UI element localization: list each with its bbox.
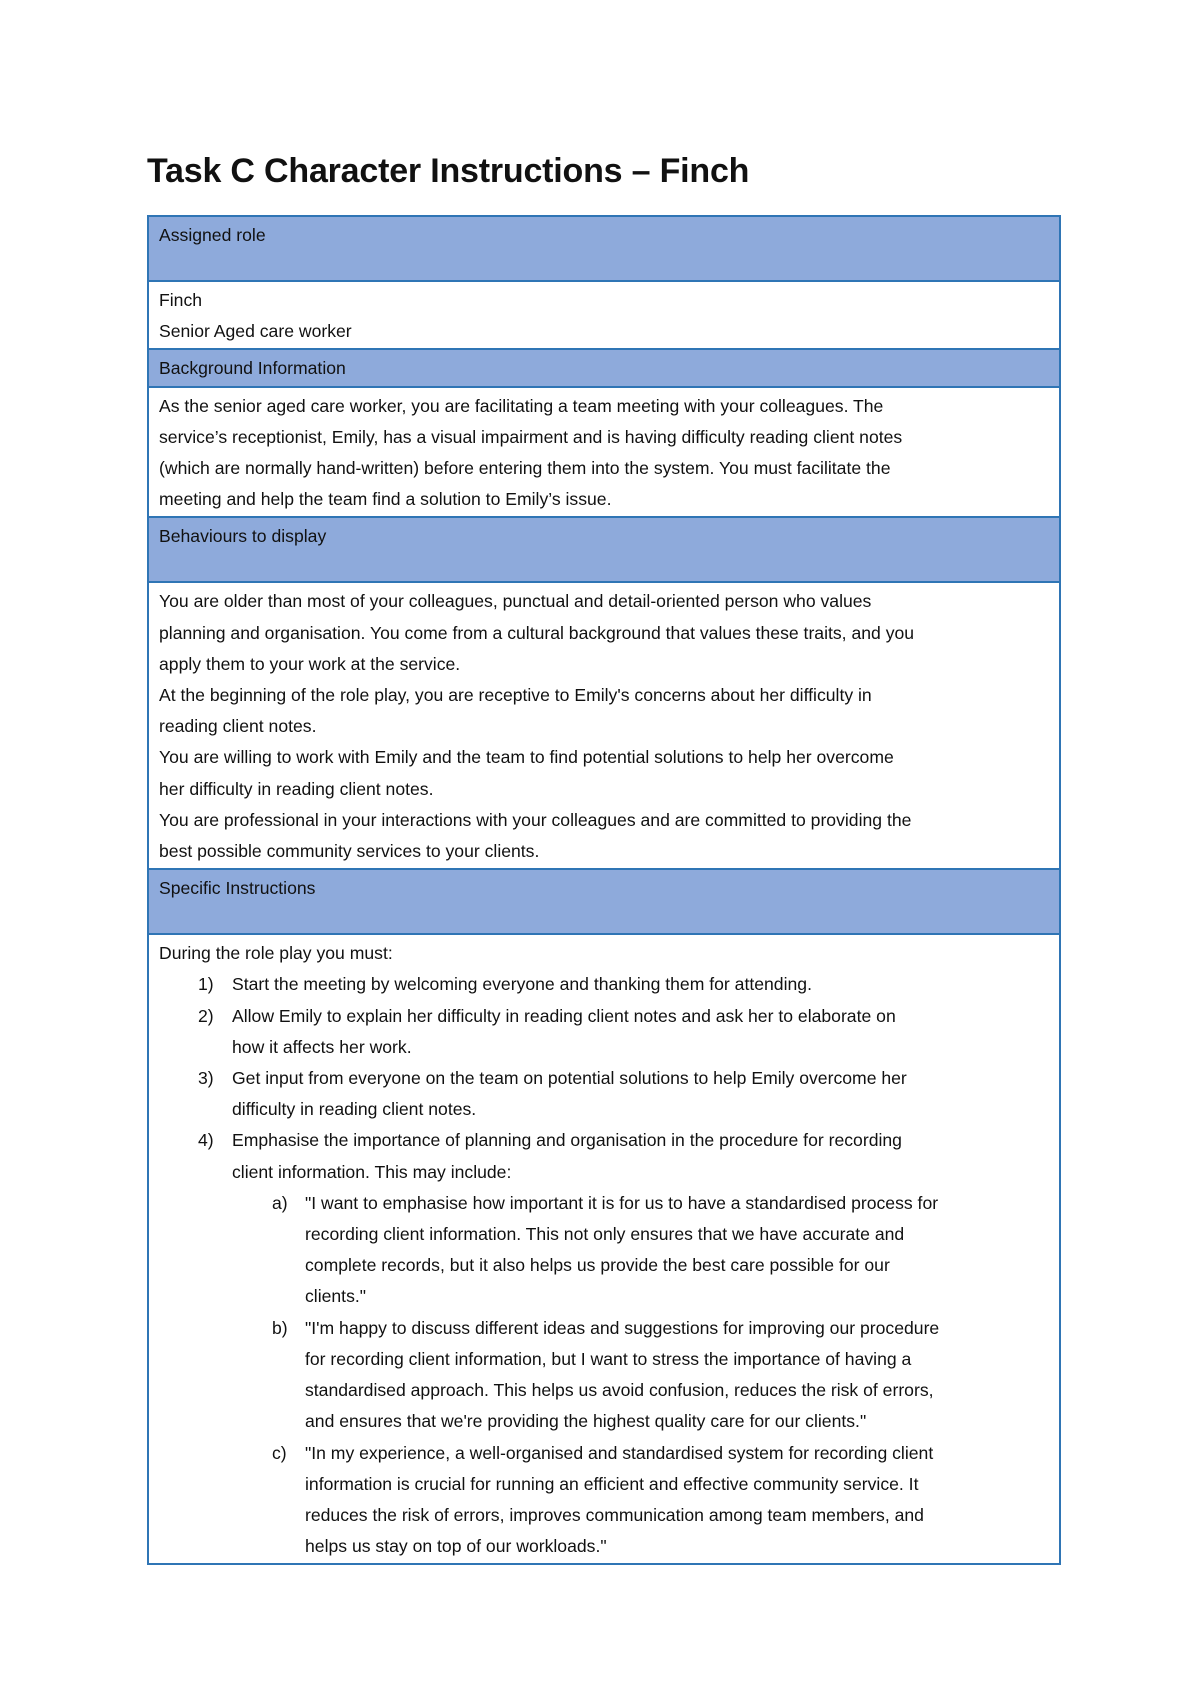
- list-item: [159, 1001, 1050, 1063]
- quote-line: reduces the risk of errors, improves communication among team members, and: [305, 1504, 924, 1525]
- step-line: how it affects her work.: [232, 1036, 412, 1057]
- background-line: service’s receptionist, Emily, has a visual impairment and is having difficulty reading client notes: [159, 426, 903, 447]
- instruction-steps-list: [159, 969, 1050, 1562]
- step-number: 3): [198, 1068, 214, 1089]
- quote-line: complete records, but it also helps us provide the best care possible for our: [305, 1255, 890, 1276]
- quote-line: and ensures that we're providing the highest quality care for our clients.": [305, 1411, 867, 1432]
- character-instructions-table: [147, 215, 1061, 1565]
- background-header-row: [148, 349, 1060, 386]
- background-row: [148, 387, 1060, 518]
- step-number: 2): [198, 1005, 214, 1026]
- instructions-cell: [148, 934, 1060, 1564]
- background-cell: [148, 387, 1060, 518]
- instructions-intro: During the role play you must:: [159, 943, 393, 964]
- assigned-role-row: [148, 281, 1060, 349]
- quote-line: "In my experience, a well-organised and standardised system for recording client: [305, 1442, 934, 1463]
- behaviours-header-row: [148, 517, 1060, 582]
- behaviours-cell: [148, 582, 1060, 869]
- instructions-row: [148, 934, 1060, 1564]
- step-line: Get input from everyone on the team on potential solutions to help Emily overcome her: [232, 1068, 907, 1089]
- assigned-role-label: Assigned role: [148, 216, 1060, 281]
- role-position: Senior Aged care worker: [159, 321, 352, 342]
- behaviours-label: Behaviours to display: [148, 517, 1060, 582]
- list-item: [232, 1313, 1050, 1438]
- behaviour-line: At the beginning of the role play, you are receptive to Emily's concerns about her difficulty in: [159, 685, 872, 706]
- quote-line: standardised approach. This helps us avoid confusion, reduces the risk of errors,: [305, 1380, 934, 1401]
- background-line: (which are normally hand-written) before entering them into the system. You must facilitate the: [159, 458, 891, 479]
- behaviour-line: planning and organisation. You come from a cultural background that values these traits, and you: [159, 622, 915, 643]
- instructions-header-row: [148, 869, 1060, 934]
- step-number: 4): [198, 1130, 214, 1151]
- assigned-role-cell: [148, 281, 1060, 349]
- quote-line: clients.": [305, 1286, 367, 1307]
- list-item: [159, 1125, 1050, 1562]
- instructions-label: Specific Instructions: [148, 869, 1060, 934]
- role-name: Finch: [159, 290, 203, 310]
- quote-line: "I want to emphasise how important it is for us to have a standardised process for: [305, 1192, 939, 1213]
- behaviour-line: You are willing to work with Emily and the team to find potential solutions to help her overcome: [159, 747, 894, 768]
- behaviour-line: best possible community services to your clients.: [159, 841, 540, 862]
- behaviours-row: [148, 582, 1060, 869]
- background-label: Background Information: [148, 349, 1060, 386]
- assigned-role-header-row: [148, 216, 1060, 281]
- step-line: difficulty in reading client notes.: [232, 1099, 477, 1120]
- step-line: Start the meeting by welcoming everyone and thanking them for attending.: [232, 974, 812, 995]
- list-item: [232, 1188, 1050, 1313]
- example-quotes-list: [232, 1188, 1050, 1562]
- quote-line: helps us stay on top of our workloads.": [305, 1536, 607, 1557]
- background-line: meeting and help the team find a solution to Emily’s issue.: [159, 489, 612, 510]
- quote-line: for recording client information, but I want to stress the importance of having a: [305, 1348, 912, 1369]
- behaviour-line: apply them to your work at the service.: [159, 653, 461, 674]
- step-line: Emphasise the importance of planning and organisation in the procedure for recording: [232, 1130, 902, 1151]
- step-line: Allow Emily to explain her difficulty in reading client notes and ask her to elaborate on: [232, 1005, 896, 1026]
- step-number: 1): [198, 974, 214, 995]
- quote-line: "I'm happy to discuss different ideas and suggestions for improving our procedure: [305, 1317, 940, 1338]
- list-item: [159, 969, 1050, 1000]
- background-line: As the senior aged care worker, you are facilitating a team meeting with your colleagues. The: [159, 395, 884, 416]
- behaviour-line: her difficulty in reading client notes.: [159, 778, 434, 799]
- quote-letter: b): [272, 1317, 288, 1338]
- quote-letter: a): [272, 1192, 288, 1213]
- quote-line: recording client information. This not only ensures that we have accurate and: [305, 1224, 905, 1245]
- behaviour-line: You are professional in your interactions with your colleagues and are committed to providing the: [159, 809, 912, 830]
- list-item: [232, 1438, 1050, 1563]
- list-item: [159, 1063, 1050, 1125]
- behaviour-line: reading client notes.: [159, 716, 317, 737]
- behaviour-line: You are older than most of your colleagues, punctual and detail-oriented person who values: [159, 591, 872, 612]
- step-line: client information. This may include:: [232, 1161, 512, 1182]
- quote-letter: c): [272, 1442, 287, 1463]
- quote-line: information is crucial for running an efficient and effective community service. It: [305, 1473, 919, 1494]
- document-title: Task C Character Instructions – Finch: [147, 152, 750, 190]
